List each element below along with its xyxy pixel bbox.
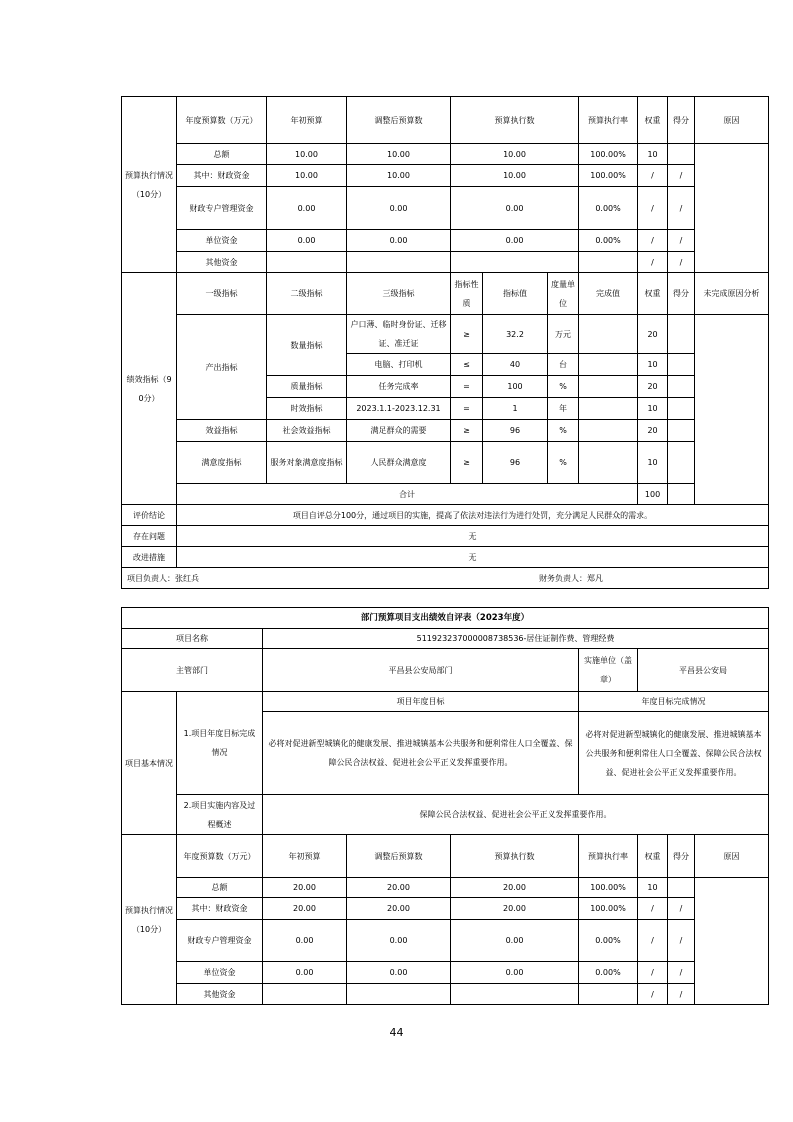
table-row — [122, 962, 769, 984]
perf-row-unit: 年 — [548, 398, 579, 420]
table-row — [122, 442, 769, 484]
process-row — [122, 795, 769, 835]
budget-row-score: / — [668, 252, 695, 273]
budget-header-row — [122, 97, 769, 144]
perf-row-unit: % — [548, 442, 579, 484]
budget-header-annual: 年度预算数（万元） — [177, 97, 267, 144]
budget-row-executed: 20.00 — [451, 878, 579, 898]
budget-header-rate: 预算执行率 — [579, 835, 638, 878]
budget-header-rate: 预算执行率 — [579, 97, 638, 144]
impl-label: 实施单位（盖章） — [579, 649, 638, 692]
project-name-label: 项目名称 — [122, 629, 263, 649]
perf-row-value: 32.2 — [483, 315, 548, 354]
budget-row-weight: / — [638, 898, 668, 920]
budget-row-weight: 10 — [638, 144, 668, 165]
perf-header-nature: 指标性质 — [451, 273, 483, 315]
perf-header-score: 得分 — [668, 273, 695, 315]
budget-header-score: 得分 — [668, 97, 695, 144]
project-name-value: 511923237000008738536-居住证制作费、管理经费 — [263, 629, 769, 649]
perf-service-label: 服务对象满意度指标 — [267, 442, 347, 484]
budget-row-weight: / — [638, 187, 668, 230]
perf-row-score — [668, 442, 695, 484]
budget-row-executed: 0.00 — [451, 962, 579, 984]
perf-row-score — [668, 420, 695, 442]
perf-row-score — [668, 315, 695, 354]
perf-header-level3: 三级指标 — [347, 273, 451, 315]
budget-self-evaluation-table-continued — [121, 96, 769, 589]
budget-row-executed: 0.00 — [451, 920, 579, 962]
budget-row-name: 其中：财政资金 — [177, 898, 263, 920]
budget-row-initial: 20.00 — [263, 898, 347, 920]
budget-row-rate: 0.00% — [579, 920, 638, 962]
perf-header-done: 完成值 — [579, 273, 638, 315]
perf-row-done — [579, 354, 638, 376]
basic-info-label: 项目基本情况 — [122, 692, 177, 835]
perf-row-value: 100 — [483, 376, 548, 398]
process-text: 保障公民合法权益、促进社会公平正义发挥重要作用。 — [263, 795, 769, 835]
budget-row-adjusted: 0.00 — [347, 920, 451, 962]
dept-row — [122, 649, 769, 692]
budget-row-weight: / — [638, 230, 668, 252]
budget-row-rate — [579, 984, 638, 1005]
budget-header-row — [122, 835, 769, 878]
budget-row-score: / — [668, 984, 695, 1005]
perf-row-name: 任务完成率 — [347, 376, 451, 398]
budget-row-adjusted — [347, 252, 451, 273]
budget-row-rate: 100.00% — [579, 878, 638, 898]
budget-row-name: 财政专户管理资金 — [177, 920, 263, 962]
budget-reason-cell — [695, 878, 769, 1005]
perf-row-unit: 台 — [548, 354, 579, 376]
perf-analysis-cell — [695, 315, 769, 505]
budget-row-rate: 100.00% — [579, 144, 638, 165]
budget-row-rate: 0.00% — [579, 187, 638, 230]
budget-row-adjusted: 10.00 — [347, 165, 451, 187]
budget-row-executed — [451, 984, 579, 1005]
perf-row-done — [579, 442, 638, 484]
table-row — [122, 144, 769, 165]
budget-row-score: / — [668, 962, 695, 984]
perf-header-row — [122, 273, 769, 315]
done-text: 必将对促进新型城镇化的健康发展、推进城镇基本公共服务和便利常住人口全覆盖、保障公民合法权益、促进社会公平正义发挥重要作用。 — [579, 712, 769, 795]
perf-row-nature: ≥ — [451, 420, 483, 442]
perf-row-nature: ≥ — [451, 442, 483, 484]
budget-row-weight: / — [638, 920, 668, 962]
perf-header-unit: 度量单位 — [548, 273, 579, 315]
budget-row-adjusted: 10.00 — [347, 144, 451, 165]
budget-row-weight: / — [638, 252, 668, 273]
goal-header: 项目年度目标 — [263, 692, 579, 712]
perf-row-weight: 20 — [638, 376, 668, 398]
table-row — [122, 898, 769, 920]
table-row — [122, 165, 769, 187]
budget-row-rate: 100.00% — [579, 165, 638, 187]
budget-row-initial: 10.00 — [267, 165, 347, 187]
finance-manager: 财务负责人：郑凡 — [539, 573, 604, 583]
table-row — [122, 878, 769, 898]
budget-row-initial: 0.00 — [263, 920, 347, 962]
done-header: 年度目标完成情况 — [579, 692, 769, 712]
budget-section-label: 预算执行情况（10分） — [122, 97, 177, 273]
budget-row-name: 其他资金 — [177, 252, 267, 273]
signature-cell — [122, 568, 769, 589]
perf-row-name: 人民群众满意度 — [347, 442, 451, 484]
budget-row-rate — [579, 252, 638, 273]
perf-benefit-label: 效益指标 — [177, 420, 267, 442]
table-row — [122, 984, 769, 1005]
dept-label: 主管部门 — [122, 649, 263, 692]
perf-row-score — [668, 398, 695, 420]
process-label: 2.项目实施内容及过程概述 — [177, 795, 263, 835]
budget-header-initial: 年初预算 — [267, 97, 347, 144]
perf-row-unit: % — [548, 420, 579, 442]
budget-row-initial: 0.00 — [267, 230, 347, 252]
perf-row-weight: 10 — [638, 442, 668, 484]
budget-row-initial — [267, 252, 347, 273]
perf-row-score — [668, 376, 695, 398]
budget-row-name: 其中：财政资金 — [177, 165, 267, 187]
total-label: 合计 — [177, 484, 638, 505]
perf-header-level1: 一级指标 — [177, 273, 267, 315]
dept-value: 平昌县公安局部门 — [263, 649, 579, 692]
perf-row-done — [579, 376, 638, 398]
issues-label: 存在问题 — [122, 526, 177, 547]
budget-row-adjusted: 0.00 — [347, 962, 451, 984]
signature-row — [122, 568, 769, 589]
perf-quality-label: 质量指标 — [267, 376, 347, 398]
budget-header-weight: 权重 — [638, 97, 668, 144]
budget-row-initial: 20.00 — [263, 878, 347, 898]
budget-row-weight: / — [638, 165, 668, 187]
project-manager: 项目负责人：张红兵 — [127, 573, 199, 583]
budget-row-executed: 10.00 — [451, 144, 579, 165]
project-name-row — [122, 629, 769, 649]
perf-row-name: 户口薄、临时身份证、迁移证、准迁证 — [347, 315, 451, 354]
page-number: 44 — [389, 1026, 404, 1039]
budget-row-executed: 10.00 — [451, 165, 579, 187]
improve-label: 改进措施 — [122, 547, 177, 568]
perf-header-analysis: 未完成原因分析 — [695, 273, 769, 315]
budget-header-reason: 原因 — [695, 835, 769, 878]
perf-row-value: 40 — [483, 354, 548, 376]
budget-row-score: / — [668, 165, 695, 187]
budget-row-name: 单位资金 — [177, 230, 267, 252]
issues-row — [122, 526, 769, 547]
title-row — [122, 608, 769, 629]
budget-row-weight: / — [638, 962, 668, 984]
perf-satisfaction-label: 满意度指标 — [177, 442, 267, 484]
table-row — [122, 315, 769, 354]
goal-text: 必将对促进新型城镇化的健康发展、推进城镇基本公共服务和便利常住人口全覆盖、保障公民合法权益、促进社会公平正义发挥重要作用。 — [263, 712, 579, 795]
budget-header-annual: 年度预算数（万元） — [177, 835, 263, 878]
perf-row-value: 1 — [483, 398, 548, 420]
goal-header-row — [122, 692, 769, 712]
budget-row-executed: 0.00 — [451, 230, 579, 252]
total-score — [668, 484, 695, 505]
budget-header-executed: 预算执行数 — [451, 97, 579, 144]
perf-row-value: 96 — [483, 420, 548, 442]
budget-header-adjusted: 调整后预算数 — [347, 835, 451, 878]
perf-row-nature: ≤ — [451, 354, 483, 376]
budget-row-adjusted: 20.00 — [347, 898, 451, 920]
perf-row-score — [668, 354, 695, 376]
perf-row-done — [579, 420, 638, 442]
budget-row-score: / — [668, 920, 695, 962]
budget-header-weight: 权重 — [638, 835, 668, 878]
budget-row-adjusted: 0.00 — [347, 187, 451, 230]
budget-row-weight: 10 — [638, 878, 668, 898]
budget-row-name: 单位资金 — [177, 962, 263, 984]
perf-row-weight: 20 — [638, 420, 668, 442]
perf-row-name: 电脑、打印机 — [347, 354, 451, 376]
budget-row-score: / — [668, 187, 695, 230]
goal-label: 1.项目年度目标完成情况 — [177, 692, 263, 795]
budget-header-adjusted: 调整后预算数 — [347, 97, 451, 144]
perf-header-weight: 权重 — [638, 273, 668, 315]
budget-row-initial: 10.00 — [267, 144, 347, 165]
eval-label: 评价结论 — [122, 505, 177, 526]
table-row — [122, 252, 769, 273]
budget-header-executed: 预算执行数 — [451, 835, 579, 878]
budget-header-score: 得分 — [668, 835, 695, 878]
budget-row-name: 财政专户管理资金 — [177, 187, 267, 230]
perf-row-name: 满足群众的需要 — [347, 420, 451, 442]
budget-row-adjusted: 0.00 — [347, 230, 451, 252]
perf-header-level2: 二级指标 — [267, 273, 347, 315]
improve-text: 无 — [177, 547, 769, 568]
perf-row-done — [579, 315, 638, 354]
perf-row-nature: = — [451, 376, 483, 398]
perf-row-unit: % — [548, 376, 579, 398]
budget-reason-cell — [695, 144, 769, 273]
table-row — [122, 420, 769, 442]
table-row — [122, 187, 769, 230]
budget-row-rate: 0.00% — [579, 230, 638, 252]
budget-header-reason: 原因 — [695, 97, 769, 144]
table-row — [122, 230, 769, 252]
perf-row-unit: 万元 — [548, 315, 579, 354]
perf-row-weight: 10 — [638, 398, 668, 420]
perf-row-nature: ≥ — [451, 315, 483, 354]
budget-row-initial — [263, 984, 347, 1005]
budget-row-initial: 0.00 — [263, 962, 347, 984]
issues-text: 无 — [177, 526, 769, 547]
budget-row-initial: 0.00 — [267, 187, 347, 230]
budget-row-executed — [451, 252, 579, 273]
perf-social-label: 社会效益指标 — [267, 420, 347, 442]
budget-row-score — [668, 144, 695, 165]
perf-row-weight: 10 — [638, 354, 668, 376]
impl-value: 平昌县公安局 — [638, 649, 769, 692]
budget-row-score: / — [668, 898, 695, 920]
budget-row-executed: 0.00 — [451, 187, 579, 230]
perf-section-label: 绩效指标（90分） — [122, 273, 177, 505]
budget-row-weight: / — [638, 984, 668, 1005]
perf-row-value: 96 — [483, 442, 548, 484]
perf-row-nature: = — [451, 398, 483, 420]
table-row — [122, 920, 769, 962]
total-weight: 100 — [638, 484, 668, 505]
budget-row-score: / — [668, 230, 695, 252]
perf-header-value: 指标值 — [483, 273, 548, 315]
budget-header-initial: 年初预算 — [263, 835, 347, 878]
budget-row-score — [668, 878, 695, 898]
budget-row-name: 总额 — [177, 878, 263, 898]
budget-section-label: 预算执行情况（10分） — [122, 835, 177, 1005]
perf-row-name: 2023.1.1-2023.12.31 — [347, 398, 451, 420]
improve-row — [122, 547, 769, 568]
budget-row-adjusted: 20.00 — [347, 878, 451, 898]
budget-row-executed: 20.00 — [451, 898, 579, 920]
budget-row-name: 总额 — [177, 144, 267, 165]
budget-row-adjusted — [347, 984, 451, 1005]
form-title: 部门预算项目支出绩效自评表（2023年度） — [122, 608, 769, 629]
budget-row-rate: 100.00% — [579, 898, 638, 920]
total-row — [122, 484, 769, 505]
budget-self-evaluation-table-2023 — [121, 607, 769, 1005]
perf-row-weight: 20 — [638, 315, 668, 354]
budget-row-name: 其他资金 — [177, 984, 263, 1005]
perf-row-done — [579, 398, 638, 420]
budget-row-rate: 0.00% — [579, 962, 638, 984]
perf-timeliness-label: 时效指标 — [267, 398, 347, 420]
perf-quantity-label: 数量指标 — [267, 315, 347, 376]
eval-text: 项目自评总分100分，通过项目的实施，提高了依法对违法行为进行处罚，充分满足人民群众的需求。 — [177, 505, 769, 526]
eval-row — [122, 505, 769, 526]
perf-output-label: 产出指标 — [177, 315, 267, 420]
